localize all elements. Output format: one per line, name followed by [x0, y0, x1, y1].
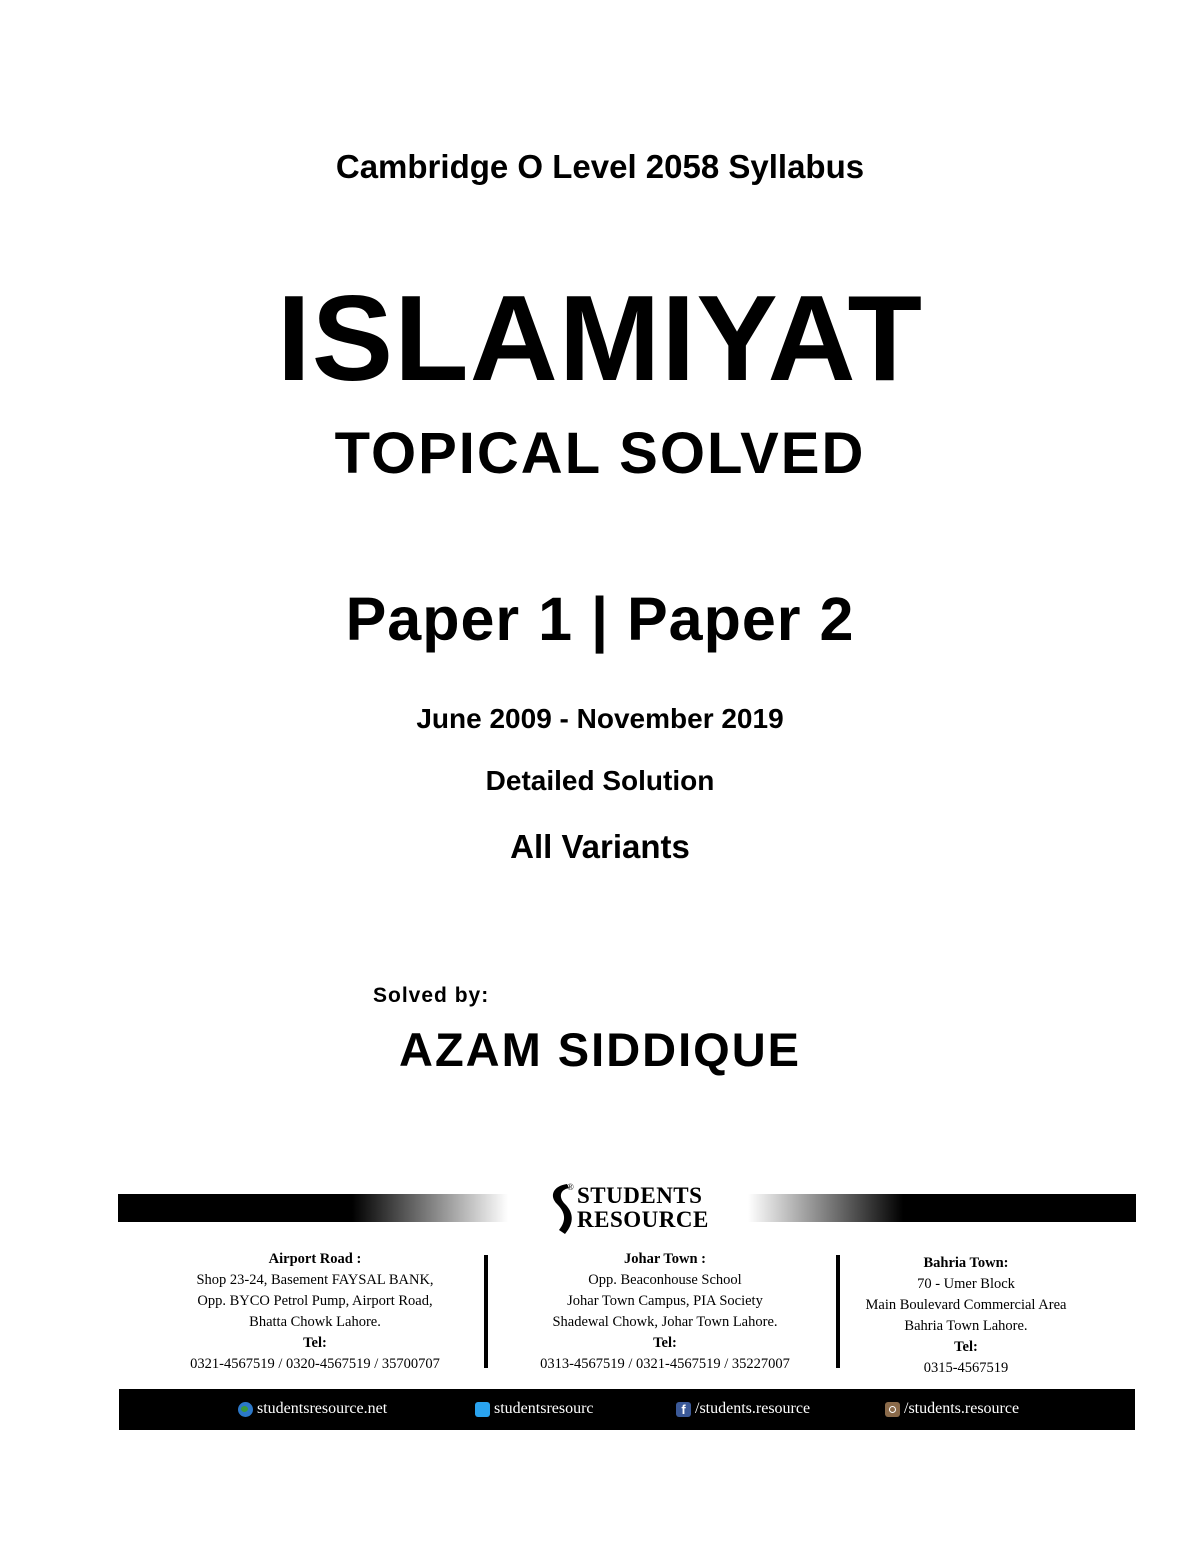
website-link[interactable]: [238, 1400, 387, 1418]
website-text: studentsresource.net: [257, 1400, 388, 1417]
tel-numbers: 0321-4567519 / 0320-4567519 / 35700707: [190, 1356, 440, 1372]
detailed-solution-label: Detailed Solution: [485, 765, 715, 796]
instagram-text: /students.resource: [904, 1400, 1020, 1417]
location-heading: Johar Town :: [624, 1251, 706, 1267]
tel-label: Tel:: [954, 1339, 978, 1355]
facebook-link[interactable]: [676, 1400, 810, 1418]
logo-text-line2: RESOURCE: [577, 1207, 709, 1232]
logo-registered-mark: ®: [567, 1182, 574, 1192]
location-bahria-town: [846, 1253, 1086, 1379]
globe-icon: [238, 1402, 253, 1417]
address-line: Shop 23-24, Basement FAYSAL BANK,: [196, 1272, 434, 1288]
tel-label: Tel:: [303, 1335, 327, 1351]
author-name: AZAM SIDDIQUE: [399, 1023, 801, 1076]
footer-bar-right: [748, 1194, 1136, 1222]
syllabus-heading: Cambridge O Level 2058 Syllabus: [335, 148, 865, 185]
location-airport-road: [158, 1249, 472, 1375]
facebook-icon: f: [676, 1402, 691, 1417]
location-heading: Bahria Town:: [923, 1255, 1009, 1271]
twitter-link[interactable]: [475, 1400, 594, 1418]
solved-by-label: Solved by:: [373, 984, 490, 1007]
address-line: Bhatta Chowk Lahore.: [249, 1314, 381, 1330]
location-johar-town: [505, 1249, 825, 1375]
location-heading: Airport Road :: [268, 1251, 362, 1267]
instagram-icon: [885, 1402, 900, 1417]
logo-s-icon: [545, 1180, 579, 1238]
social-links-bar: [119, 1389, 1135, 1430]
address-line: 70 - Umer Block: [917, 1276, 1015, 1292]
footer-bar-left: [118, 1194, 508, 1222]
address-line: Main Boulevard Commercial Area: [865, 1297, 1067, 1313]
address-line: Johar Town Campus, PIA Society: [567, 1293, 763, 1309]
twitter-text: studentsresourc: [494, 1400, 594, 1417]
book-subtitle: TOPICAL SOLVED: [334, 421, 866, 486]
variants-label: All Variants: [510, 828, 690, 865]
date-range: June 2009 - November 2019: [416, 703, 784, 734]
address-line: Shadewal Chowk, Johar Town Lahore.: [552, 1314, 778, 1330]
divider: [836, 1255, 840, 1368]
students-resource-logo: [545, 1180, 715, 1238]
facebook-text: /students.resource: [695, 1400, 811, 1417]
tel-label: Tel:: [653, 1335, 677, 1351]
twitter-icon: [475, 1402, 490, 1417]
address-line: Opp. Beaconhouse School: [588, 1272, 742, 1288]
book-title: ISLAMIYAT: [276, 270, 924, 406]
papers-label: Paper 1 | Paper 2: [345, 585, 855, 653]
tel-numbers: 0315-4567519: [923, 1360, 1009, 1376]
logo-text-line1: STUDENTS: [577, 1183, 703, 1208]
tel-numbers: 0313-4567519 / 0321-4567519 / 35227007: [540, 1356, 790, 1372]
divider: [484, 1255, 488, 1368]
instagram-link[interactable]: [885, 1400, 1019, 1418]
address-line: Bahria Town Lahore.: [904, 1318, 1028, 1334]
address-line: Opp. BYCO Petrol Pump, Airport Road,: [197, 1293, 433, 1309]
